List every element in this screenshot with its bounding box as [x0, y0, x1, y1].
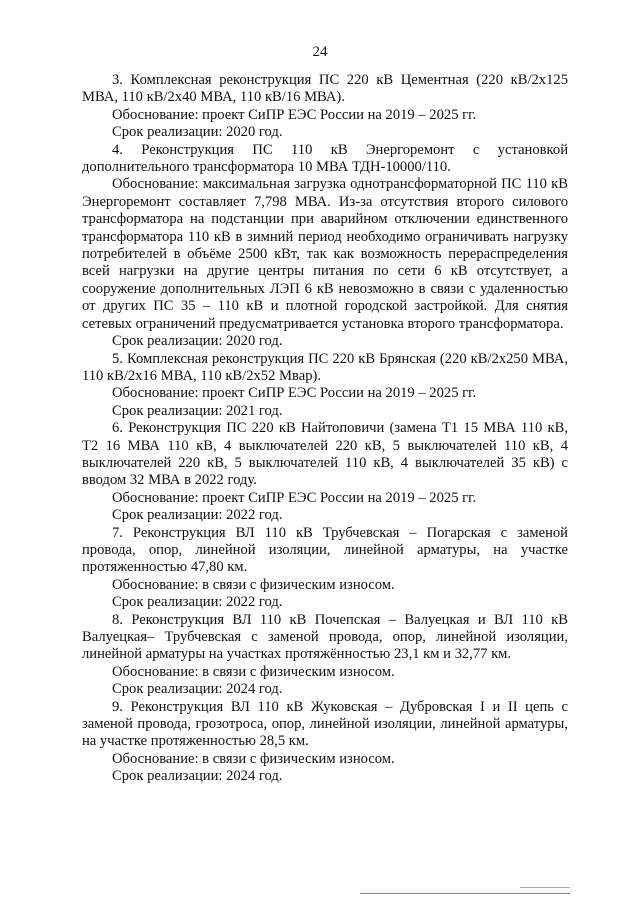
- item-8-deadline: Срок реализации: 2024 год.: [112, 681, 283, 698]
- item-5-justification: Обоснование: проект СиПР ЕЭС России на 2019 – 2025 гг.: [112, 385, 477, 402]
- item-8-justification: Обоснование: в связи с физическим износом.: [112, 663, 395, 680]
- item-7-justification: Обоснование: в связи с физическим износом.: [112, 576, 395, 593]
- item-9-title: 9. Реконструкция ВЛ 110 кВ Жуковская – Дубровская I и II цепь с заменой провода, грозотроса, опор, линейной изоляции, линейной арматуры, на участке протяженностью 28,5 км.: [82, 698, 568, 750]
- item-3-deadline: Срок реализации: 2020 год.: [112, 124, 283, 141]
- item-3-justification: Обоснование: проект СиПР ЕЭС России на 2019 – 2025 гг.: [112, 106, 477, 123]
- item-4-deadline: Срок реализации: 2020 год.: [112, 333, 283, 350]
- page-body: [82, 72, 568, 786]
- item-7-title: 7. Реконструкция ВЛ 110 кВ Трубчевская – Погарская с заменой провода, опор, линейной изоляции, линейной арматуры, на участке протяженностью 47,80 км.: [82, 524, 568, 576]
- item-3-title: 3. Комплексная реконструкция ПС 220 кВ Цементная (220 кВ/2х125 МВА, 110 кВ/2х40 МВА, 110 кВ/16 МВА).: [82, 72, 568, 106]
- footer-divider-short: [520, 887, 570, 888]
- item-7-deadline: Срок реализации: 2022 год.: [112, 594, 283, 611]
- page-number: 24: [312, 44, 328, 60]
- item-6-justification: Обоснование: проект СиПР ЕЭС России на 2019 – 2025 гг.: [112, 489, 477, 506]
- item-9-deadline: Срок реализации: 2024 год.: [112, 768, 283, 785]
- item-6-deadline: Срок реализации: 2022 год.: [112, 507, 283, 524]
- footer-divider: [360, 893, 570, 894]
- item-5-title: 5. Комплексная реконструкция ПС 220 кВ Брянская (220 кВ/2х250 МВА, 110 кВ/2х16 МВА, 110 кВ/2х52 Мвар).: [82, 350, 568, 384]
- item-6-title: 6. Реконструкция ПС 220 кВ Найтоповичи (замена Т1 15 МВА 110 кВ, Т2 16 МВА 110 кВ, 4 выключателей 220 кВ, 5 выключателей 110 кВ, 4 выключателей 220 кВ, 5 выключателей 110 кВ, 4 выключателей 35 кВ) с вводом 32 МВА в 2022 году.: [82, 420, 568, 489]
- item-9-justification: Обоснование: в связи с физическим износом.: [112, 750, 395, 767]
- item-4-title: 4. Реконструкция ПС 110 кВ Энергоремонт с установкой дополнительного трансформатора 10 МВА ТДН-10000/110.: [82, 141, 568, 176]
- item-4-justification: Обоснование: максимальная загрузка однотрансформаторной ПС 110 кВ Энергоремонт составляет 7,798 МВА. Из-за отсутствия второго силового трансформатора на подстанции при аварийном отключении единственного трансформатора 110 кВ в зимний период необходимо ограничивать нагрузку потребителей в объёме 2500 кВт, так как возможность перераспределения всей нагрузки на другие центры питания по сети 6 кВ отсутствует, а сооружение дополнительных ЛЭП 6 кВ невозможно в связи с удаленностью от других ПС 35 – 110 кВ и плотной городской застройкой. Для снятия сетевых ограничений предусматривается установка второго трансформатора.: [82, 176, 568, 332]
- item-5-deadline: Срок реализации: 2021 год.: [112, 402, 283, 419]
- item-8-title: 8. Реконструкция ВЛ 110 кВ Почепская – Валуецкая и ВЛ 110 кВ Валуецкая– Трубчевская с заменой провода, опор, линейной изоляции, линейной арматуры на участках протяжённостью 23,1 км и 32,77 км.: [82, 611, 568, 663]
